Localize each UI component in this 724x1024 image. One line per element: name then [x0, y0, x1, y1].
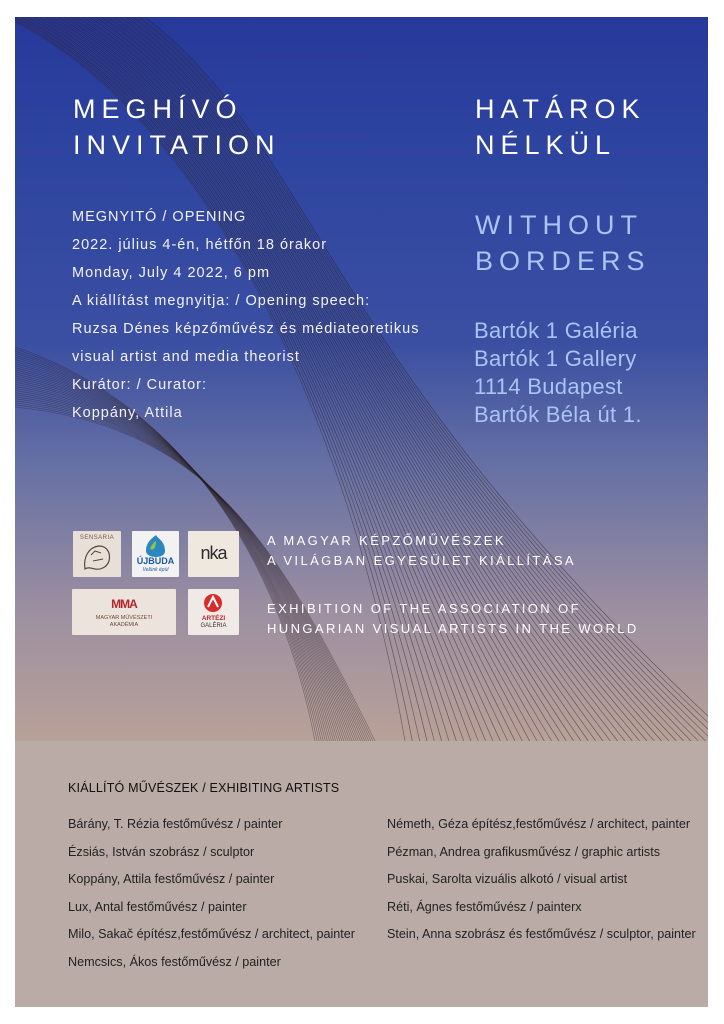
title-hu-line1: HATÁROK — [475, 94, 646, 124]
curator-label: Kurátor: / Curator: — [72, 377, 208, 393]
hero-panel — [15, 17, 708, 741]
invitation-title — [73, 91, 281, 163]
venue-address — [474, 317, 642, 429]
exhibition-title-en — [475, 207, 651, 279]
artists-panel — [15, 741, 708, 1007]
artist-entry: Milo, Sakač építész,festőművész / architect, painter — [68, 927, 355, 941]
artist-entry: Réti, Ágnes festőművész / painterx — [387, 899, 582, 914]
nka-logo — [188, 531, 239, 577]
opening-date-en: Monday, July 4 2022, 6 pm — [72, 265, 271, 281]
title-hu-line2: NÉLKÜL — [475, 130, 617, 160]
title-en-line1: WITHOUT — [475, 210, 643, 240]
poster — [15, 17, 708, 1007]
exhibition-title-hu — [475, 91, 646, 163]
artezi-logo-text: ARTÉZI — [201, 615, 226, 622]
association-en-line2: HUNGARIAN VISUAL ARTISTS IN THE WORLD — [267, 621, 639, 636]
artists-list-right — [387, 811, 696, 949]
artists-heading: KIÁLLÍTÓ MŰVÉSZEK / EXHIBITING ARTISTS — [68, 781, 340, 795]
venue-street: Bartók Béla út 1. — [474, 402, 642, 427]
artist-entry: Puskai, Sarolta vizuális alkotó / visual artist — [387, 872, 628, 886]
opening-details — [72, 203, 419, 427]
invitation-en: INVITATION — [73, 130, 281, 160]
opening-speaker-role: visual artist and media theorist — [72, 349, 300, 365]
mma-logo — [72, 589, 176, 635]
invitation-hu: MEGHÍVÓ — [73, 94, 243, 124]
association-en — [267, 599, 639, 639]
artist-entry: Ézsiás, István szobrász / sculptor — [68, 844, 255, 859]
opening-speaker: Ruzsa Dénes képzőművész és médiateoretikus — [72, 321, 420, 337]
artist-entry: Pézman, Andrea grafikusművész / graphic artists — [387, 844, 660, 859]
artezi-logo — [188, 589, 239, 635]
artist-entry: Nemcsics, Ákos festőművész / painter — [68, 954, 281, 969]
ujbuda-tagline: Velünk épül — [142, 567, 169, 573]
artist-entry: Lux, Antal festőművész / painter — [68, 899, 247, 914]
opening-date-hu: 2022. július 4-én, hétfőn 18 órakor — [72, 237, 328, 253]
venue-city: 1114 Budapest — [474, 374, 623, 399]
association-hu — [267, 531, 576, 571]
opening-speech-label: A kiállítást megnyitja: / Opening speech: — [72, 293, 371, 309]
ujbuda-logo — [132, 531, 179, 577]
venue-name-hu: Bartók 1 Galéria — [474, 318, 638, 343]
ujbuda-logo-text: ÚJBUDA — [136, 556, 175, 566]
artezi-logo-subtext: GALÉRIA — [200, 623, 227, 629]
artist-entry: Németh, Géza építész,festőművész / architect, painter — [387, 817, 691, 831]
artist-entry: Stein, Anna szobrász és festőművész / sculptor, painter — [387, 927, 696, 941]
mma-logo-mark: MMA — [111, 597, 137, 611]
sensaria-logo — [73, 531, 121, 577]
nka-logo-text: nka — [200, 543, 227, 563]
opening-heading: MEGNYITÓ / OPENING — [72, 209, 247, 225]
mma-logo-text: MAGYAR MŰVÉSZETI AKADÉMIA — [95, 615, 153, 628]
artist-entry: Koppány, Attila festőművész / painter — [68, 872, 275, 886]
lion-icon — [73, 531, 121, 577]
association-hu-line1: A MAGYAR KÉPZŐMŰVÉSZEK — [267, 533, 506, 548]
title-en-line2: BORDERS — [475, 246, 651, 276]
curator-name: Koppány, Attila — [72, 405, 183, 421]
venue-name-en: Bartók 1 Gallery — [474, 346, 637, 371]
artist-entry: Bárány, T. Rézia festőművész / painter — [68, 817, 283, 831]
sensaria-logo-text: SENSARIA — [79, 535, 115, 541]
artists-list-left — [68, 811, 355, 976]
association-hu-line2: A VILÁGBAN EGYESÜLET KIÁLLÍTÁSA — [267, 553, 576, 568]
association-en-line1: EXHIBITION OF THE ASSOCIATION OF — [267, 601, 581, 616]
